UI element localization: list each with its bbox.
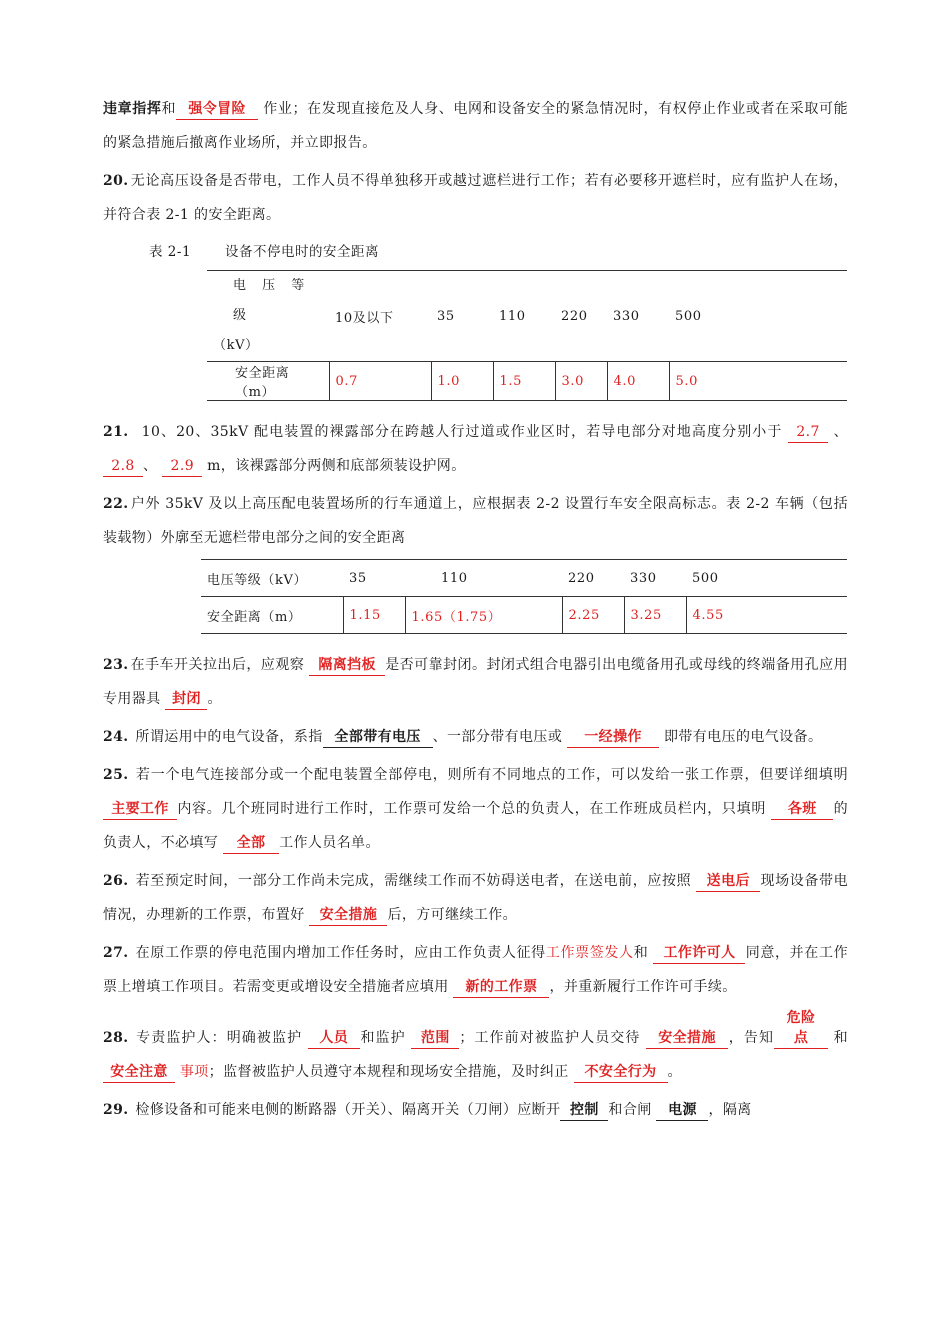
answer-blank: 范围 <box>411 1028 459 1049</box>
document-page <box>103 92 848 1131</box>
distance-cell: 4.55 <box>686 597 847 634</box>
answer-text: 事项 <box>179 1064 209 1080</box>
distance-cell: 1.65（1.75） <box>405 597 562 634</box>
answer-blank: 各班 <box>771 799 833 820</box>
voltage-cell: 330 <box>624 560 686 597</box>
voltage-cell: 110 <box>493 271 555 362</box>
paragraph-24: 24. 所谓运用中的电气设备，系指 全部带有电压 、一部分带有电压或 一经操作 即带有电压的电气设备。 <box>103 720 848 754</box>
item-number: 28. <box>103 1030 129 1046</box>
answer-blank: 人员 <box>308 1028 360 1049</box>
table-data-row <box>201 597 847 634</box>
paragraph-28: 28. 专责监护人：明确被监护 人员 和监护 范围 ；工作前对被监护人员交待 安全措施 ，告知危险点 和 安全注意 事项；监督被监护人员遵守本规程和现场安全措施，及时纠正 不安全行为 。 <box>103 1008 848 1089</box>
header-label-cell: 电压等级（kV） <box>201 560 343 597</box>
answer-blank: 工作许可人 <box>653 943 745 964</box>
table-data-row <box>207 362 847 401</box>
answer-blank: 强令冒险 <box>176 99 258 120</box>
row-label-cell: 安全距离（m） <box>235 366 290 400</box>
answer-text: 工作票签发人 <box>545 945 634 961</box>
answer-blank: 安全措施 <box>646 1028 728 1049</box>
voltage-cell: 110 <box>405 560 562 597</box>
paragraph-22: 22. 户外 35kV 及以上高压配电装置场所的行车通道上，应根据表 2-2 设置行车安全限高标志。表 2-2 车辆（包括装载物）外廓至无遮栏带电部分之间的安全距离 <box>103 496 848 546</box>
table-2-1 <box>207 270 847 401</box>
table-2-2 <box>201 559 847 634</box>
item-number: 29. <box>103 1102 129 1118</box>
item-number: 23. <box>103 657 129 673</box>
table-2-1-wrap <box>103 270 848 401</box>
answer-blank: 封闭 <box>165 689 207 710</box>
answer-blank: 控制 <box>560 1100 608 1121</box>
paragraph-25: 25. 若一个电气连接部分或一个配电装置全部停电，则所有不同地点的工作，可以发给一张工作票，但要详细填明 主要工作 内容。几个班同时进行工作时，工作票可发给一个总的负责人，在工作班成员栏内，只填明 各班 的负责人，不必填写 全部 工作人员名单。 <box>103 758 848 860</box>
table-header-row <box>207 271 847 362</box>
distance-cell: 2.25 <box>562 597 624 634</box>
answer-blank: 电源 <box>656 1100 708 1121</box>
paragraph-19-continued: 违章指挥和 强令冒险 作业；在发现直接危及人身、电网和设备安全的紧急情况时，有权停止作业或者在采取可能的紧急措施后撤离作业场所，并立即报告。 <box>103 101 848 151</box>
voltage-cell: 500 <box>686 560 847 597</box>
answer-blank: 安全措施 <box>309 905 387 926</box>
table-2-2-wrap <box>103 559 848 634</box>
answer-blank: 2.9 <box>162 456 202 477</box>
paragraph-29: 29. 检修设备和可能来电侧的断路器（开关）、隔离开关（刀闸）应断开 控制 和合闸 电源 ，隔离 <box>103 1093 848 1127</box>
table-2-1-caption: 表 2-1 设备不停电时的安全距离 <box>149 244 380 260</box>
item-number: 26. <box>103 873 129 889</box>
answer-blank: 2.7 <box>788 422 828 443</box>
row-label-cell: 安全距离（m） <box>207 609 302 625</box>
item-number: 20. <box>103 173 129 189</box>
paragraph-23: 23. 在手车开关拉出后，应观察 隔离挡板 是否可靠封闭。封闭式组合电器引出电缆备用孔或母线的终端备用孔应用专用器具 封闭 。 <box>103 648 848 716</box>
answer-blank: 新的工作票 <box>453 977 549 998</box>
voltage-cell: 330 <box>607 271 669 362</box>
distance-cell: 4.0 <box>607 362 669 401</box>
voltage-cell: 500 <box>669 271 847 362</box>
answer-blank: 安全注意 <box>103 1062 175 1083</box>
table-header-row <box>201 560 847 597</box>
answer-blank: 主要工作 <box>103 799 177 820</box>
distance-cell: 1.5 <box>493 362 555 401</box>
distance-cell: 3.25 <box>624 597 686 634</box>
paragraph-20: 20. 无论高压设备是否带电，工作人员不得单独移开或越过遮栏进行工作；若有必要移开遮栏时，应有监护人在场，并符合表 2-1 的安全距离。 <box>103 173 848 223</box>
answer-blank: 2.8 <box>103 456 143 477</box>
answer-blank: 隔离挡板 <box>309 655 385 676</box>
distance-cell: 1.15 <box>343 597 405 634</box>
voltage-cell: 35 <box>343 560 405 597</box>
paragraph-21: 21. 10、20、35kV 配电装置的裸露部分在跨越人行过道或作业区时，若导电部分对地高度分别小于 2.7 、 2.8 、 2.9 m，该裸露部分两侧和底部须装设护网。 <box>103 415 848 483</box>
distance-cell: 5.0 <box>669 362 847 401</box>
voltage-cell: 220 <box>562 560 624 597</box>
paragraph-27: 27. 在原工作票的停电范围内增加工作任务时，应由工作负责人征得工作票签发人和 工作许可人 同意，并在工作票上增填工作项目。若需变更或增设安全措施者应填用 新的工作票 ，并重新履行工作许可手续。 <box>103 936 848 1004</box>
answer-blank: 危险点 <box>774 1008 828 1049</box>
voltage-cell: 220 <box>555 271 607 362</box>
answer-blank: 送电后 <box>696 871 760 892</box>
item-number: 27. <box>103 945 129 961</box>
voltage-cell: 10及以下 <box>329 271 431 362</box>
item-number: 24. <box>103 729 129 745</box>
answer-blank: 全部 <box>223 833 279 854</box>
header-label-cell: 电 压 等 级 （kV） <box>207 271 329 362</box>
voltage-cell: 35 <box>431 271 493 362</box>
distance-cell: 1.0 <box>431 362 493 401</box>
item-number: 22. <box>103 496 129 512</box>
item-number: 21. <box>103 424 129 440</box>
distance-cell: 0.7 <box>329 362 431 401</box>
answer-blank: 一经操作 <box>567 727 659 748</box>
paragraph-26: 26. 若至预定时间，一部分工作尚未完成，需继续工作而不妨碍送电者，在送电前，应按照 送电后 现场设备带电情况，办理新的工作票，布置好 安全措施 后，方可继续工作。 <box>103 864 848 932</box>
answer-blank: 不安全行为 <box>574 1062 668 1083</box>
item-number: 25. <box>103 767 129 783</box>
answer-blank: 全部带有电压 <box>323 727 433 748</box>
distance-cell: 3.0 <box>555 362 607 401</box>
text-bold: 违章指挥 <box>103 101 162 117</box>
